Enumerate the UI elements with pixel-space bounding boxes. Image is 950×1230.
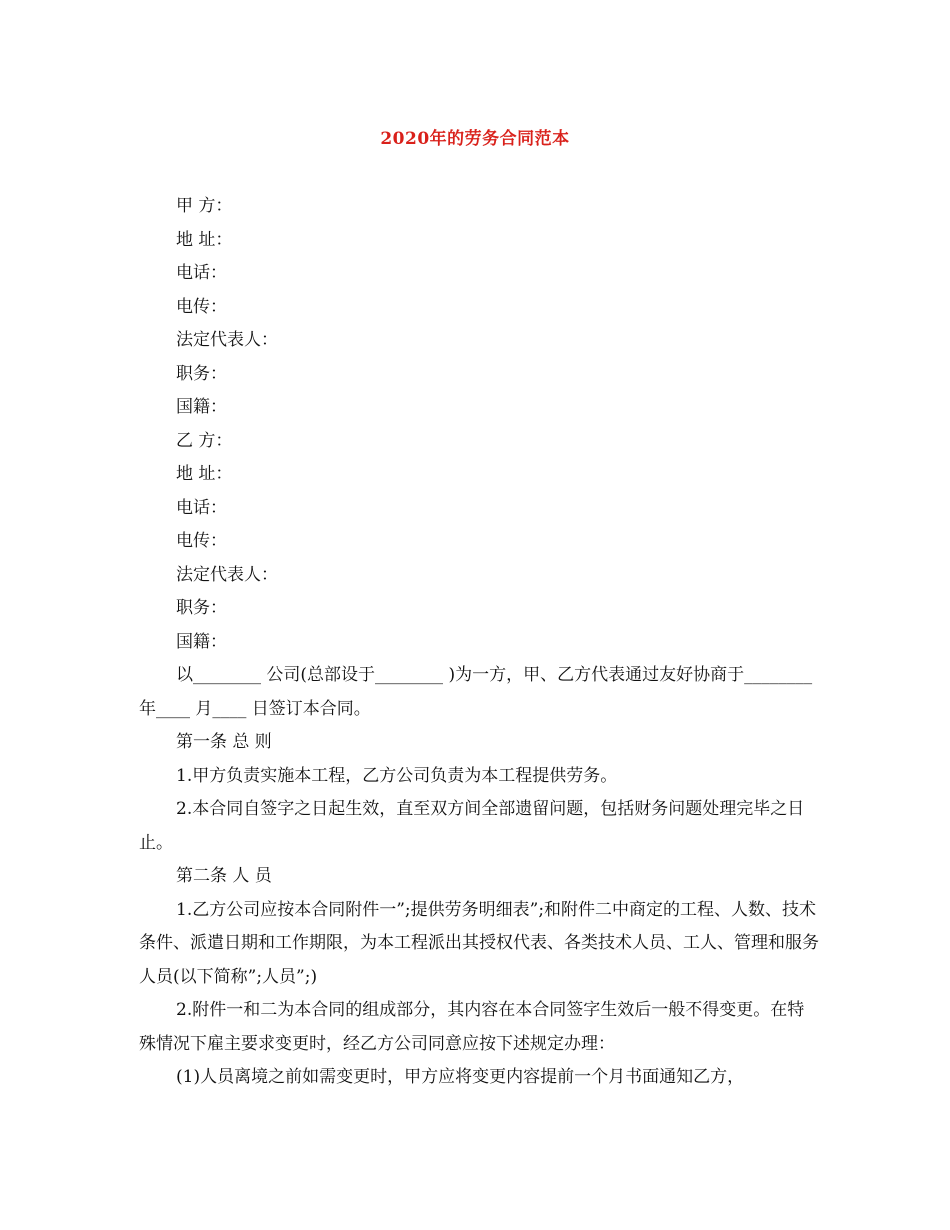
party-a-nationality-label: 国籍： bbox=[176, 397, 227, 417]
party-a-address-label: 地 址： bbox=[176, 229, 233, 250]
intro-paragraph: 以________ 公司(总部设于________ )为一方，甲、乙方代表通过友好协商于________ 年____ 月____ 日签订本合同。 bbox=[139, 665, 813, 719]
party-b-phone-label: 电话： bbox=[176, 497, 227, 518]
article-2-item-2: 2.附件一和二为本合同的组成部分，其内容在本合同签字生效后一般不得变更。在特殊情况下雇主要求变更时，经乙方公司同意应按下述规定办理： bbox=[139, 1000, 805, 1054]
article-2-item-3: (1)人员离境之前如需变更时，甲方应将变更内容提前一个月书面通知乙方， bbox=[176, 1067, 745, 1087]
party-a-name-label: 甲 方： bbox=[176, 196, 233, 216]
party-a-position-label: 职务： bbox=[176, 363, 227, 384]
article-2-heading: 第二条 人 员 bbox=[176, 866, 272, 886]
article-1-item-1: 1.甲方负责实施本工程，乙方公司负责为本工程提供劳务。 bbox=[176, 765, 618, 786]
article-1-heading: 第一条 总 则 bbox=[176, 732, 272, 752]
party-a-rep-label: 法定代表人： bbox=[176, 330, 278, 350]
party-b-rep-label: 法定代表人： bbox=[176, 564, 278, 585]
party-b-nationality-label: 国籍： bbox=[176, 631, 227, 652]
party-b-position-label: 职务： bbox=[176, 598, 227, 618]
document-title: 2020年的劳务合同范本 bbox=[380, 129, 570, 149]
document-body bbox=[139, 190, 819, 1095]
article-2-item-1: 1.乙方公司应按本合同附件一”;提供劳务明细表”;和附件二中商定的工程、人数、技术条件、派遣日期和工作期限，为本工程派出其授权代表、各类技术人员、工人、管理和服务人员(以下简称”;人员”;) bbox=[139, 899, 819, 987]
party-a-fax-label: 电传： bbox=[176, 296, 227, 317]
party-b-fax-label: 电传： bbox=[176, 531, 227, 551]
article-1-item-2: 2.本合同自签字之日起生效，直至双方间全部遗留问题，包括财务问题处理完毕之日止。 bbox=[139, 799, 805, 853]
party-a-phone-label: 电话： bbox=[176, 263, 227, 283]
party-b-address-label: 地 址： bbox=[176, 464, 233, 484]
party-b-name-label: 乙 方： bbox=[176, 430, 233, 451]
